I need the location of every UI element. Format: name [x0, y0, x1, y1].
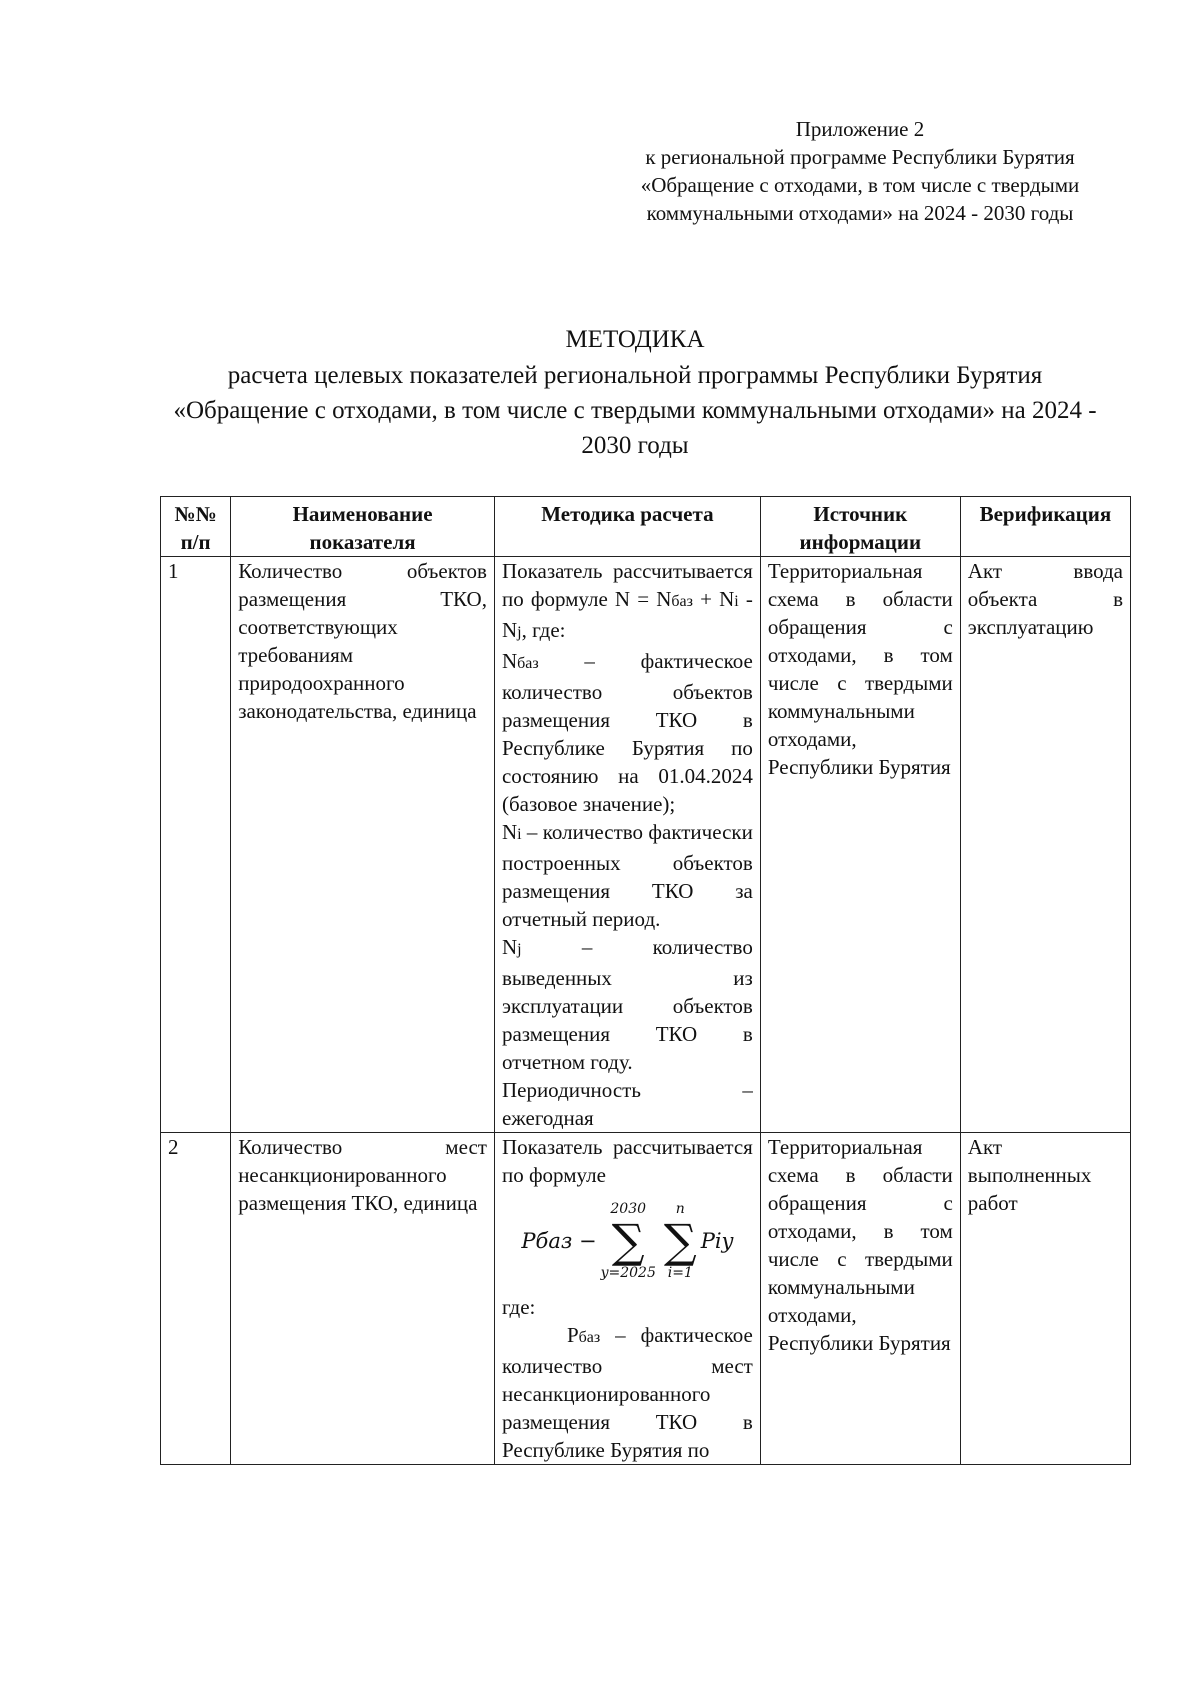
annex-header	[560, 115, 1160, 227]
header-name: Наименование показателя	[231, 497, 495, 557]
annex-line: Приложение 2	[795, 117, 925, 141]
sum-formula	[502, 1189, 753, 1293]
method-where: где:	[501, 1295, 536, 1319]
method-paragraph: Ni – количество фактически построенных объектов размещения ТКО за отчетный период.	[501, 820, 753, 931]
row-number: 2	[161, 1133, 231, 1465]
header-num: №№ п/п	[161, 497, 231, 557]
annex-line: коммунальными отходами» на 2024 - 2030 годы	[646, 201, 1074, 225]
formula-rhs: Piy	[700, 1229, 734, 1253]
header-method: Методика расчета	[494, 497, 760, 557]
table-row	[161, 1133, 1131, 1465]
method-paragraph: Nj – количество выведенных из эксплуатации объектов размещения ТКО в отчетном году.	[501, 935, 753, 1074]
formula-lhs: Рбаз −	[521, 1229, 597, 1253]
row-number: 1	[161, 557, 231, 1133]
annex-line: к региональной программе Республики Бурятия	[645, 145, 1075, 169]
calculation-method	[494, 1133, 760, 1465]
information-source: Территориальная схема в области обращения с отходами, в том числе с твердыми коммунальными отходами, Республики Бурятия	[760, 557, 960, 1133]
indicator-name: Количество мест несанкционированного размещения ТКО, единица	[231, 1133, 495, 1465]
table-header-row	[161, 497, 1131, 557]
document-title	[170, 322, 1100, 463]
method-intro: Показатель рассчитывается по формуле	[501, 1135, 753, 1187]
method-paragraph: Nбаз – фактическое количество объектов размещения ТКО в Республике Бурятия по состоянию на 01.04.2024 (базовое значение);	[501, 649, 753, 816]
title-heading: МЕТОДИКА	[565, 326, 705, 353]
information-source: Территориальная схема в области обращения с отходами, в том числе с твердыми коммунальными отходами, Республики Бурятия	[760, 1133, 960, 1465]
calculation-method	[494, 557, 760, 1133]
verification: Акт выполненных работ	[960, 1133, 1130, 1465]
header-verification: Верификация	[960, 497, 1130, 557]
header-source: Источник информации	[760, 497, 960, 557]
title-subtitle: расчета целевых показателей региональной программы Республики Бурятия «Обращение с отходами, в том числе с твердыми коммунальными отходами» на 2024 - 2030 годы	[173, 362, 1097, 459]
verification: Акт ввода объекта в эксплуатацию	[960, 557, 1130, 1133]
table-row	[161, 557, 1131, 1133]
indicator-name: Количество объектов размещения ТКО, соответствующих требованиям природоохранного законодательства, единица	[231, 557, 495, 1133]
sum-operator-years: 2030 ∑ y=2025	[600, 1201, 656, 1281]
sum-operator-items: n ∑ i=1	[663, 1201, 697, 1281]
methodology-table	[160, 496, 1131, 1465]
method-intro: Показатель рассчитывается по формуле N = Nбаз + Ni - Nj, где:	[501, 559, 753, 642]
method-paragraph: Рбаз – фактическое количество мест несанкционированного размещения ТКО в Республике Бурятия по	[501, 1323, 753, 1462]
annex-line: «Обращение с отходами, в том числе с твердыми	[640, 173, 1080, 197]
method-periodicity: Периодичность – ежегодная	[501, 1078, 753, 1130]
